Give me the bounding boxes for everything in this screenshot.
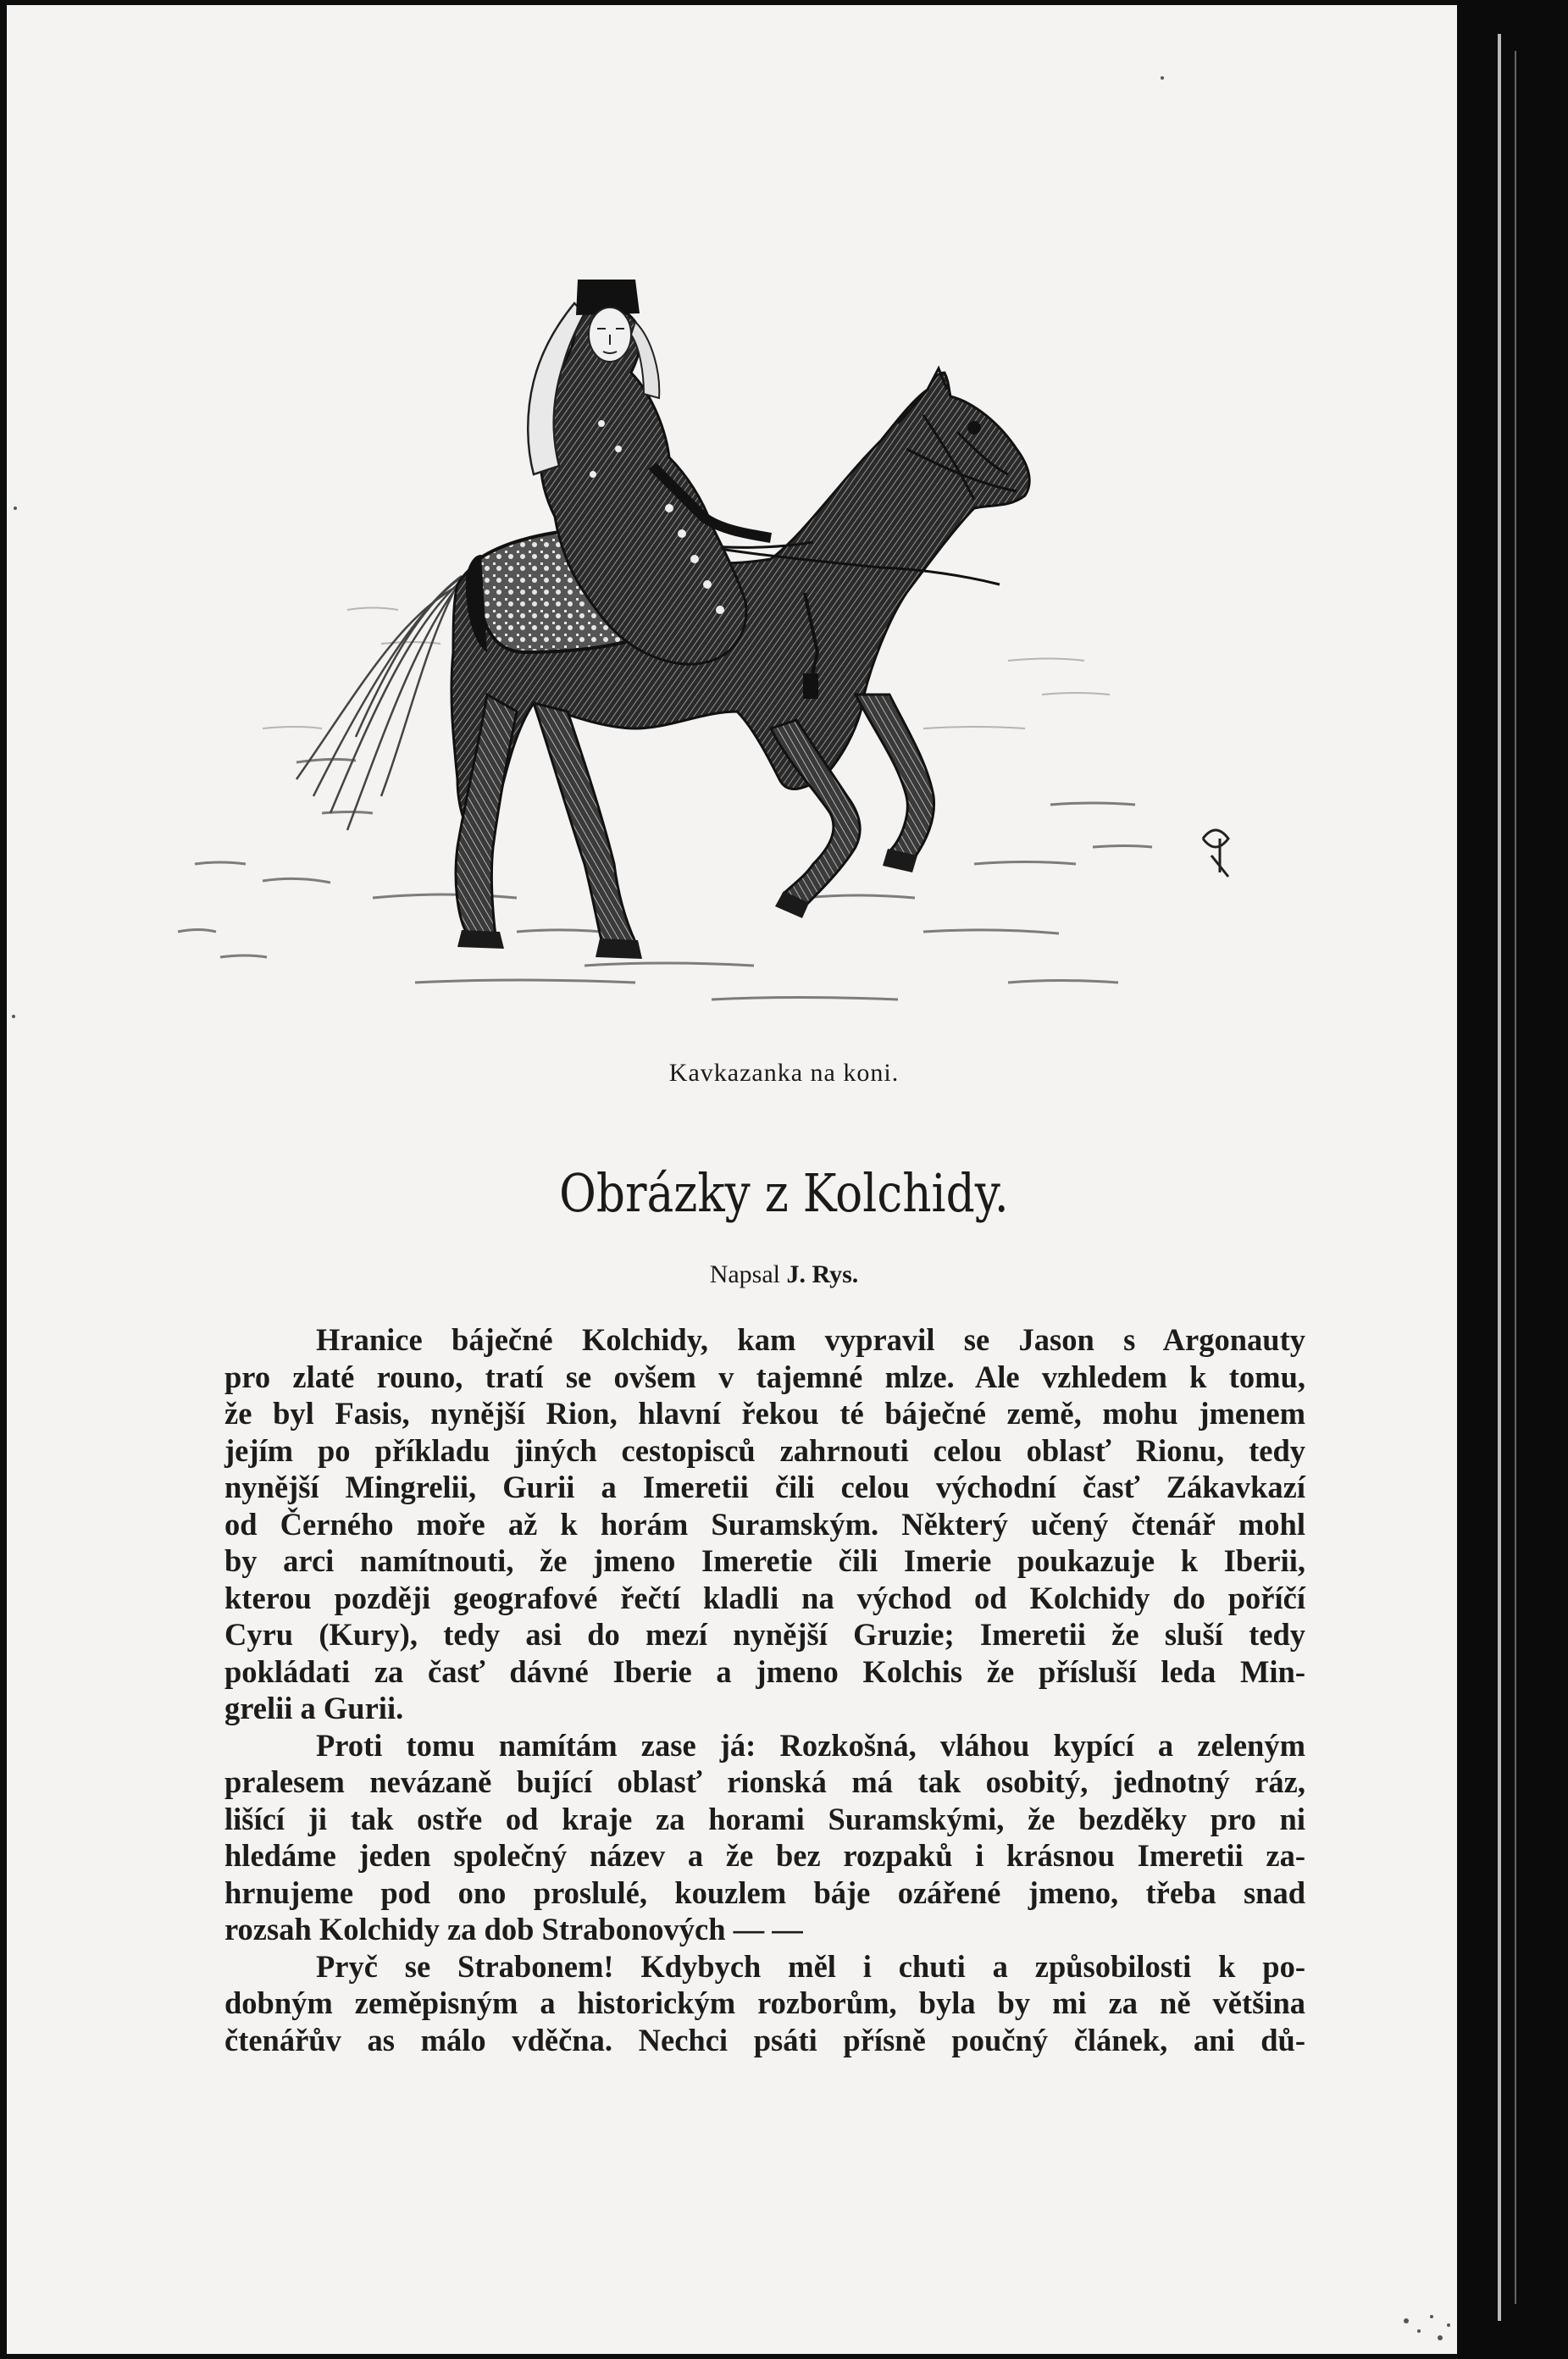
text-line: že byl Fasis, nynější Rion, hlavní řekou té báječné země, mohu jmenem (224, 1396, 1305, 1431)
text-line: by arci namítnouti, že jmeno Imeretie čili Imerie poukazuje k Iberii, (224, 1543, 1305, 1578)
text-line: Pryč se Strabonem! Kdybych měl i chuti a způsobilosti k po- (316, 1948, 1305, 1984)
illustration-caption: Kavkazanka na koni. (668, 1059, 900, 1087)
text-line: od Černého moře až k horám Suramským. Některý učený čtenář mohl (224, 1506, 1305, 1542)
text-line: dobným zeměpisným a historickým rozborům, byla by mi za ně většina (224, 1985, 1305, 2020)
text-line: Cyru (Kury), tedy asi do mezí nynější Gruzie; Imeretii že sluší tedy (224, 1617, 1305, 1652)
text-line: kterou později geografové řečtí kladli na východ od Kolchidy do poříčí (224, 1580, 1305, 1615)
article-title: Obrázky z Kolchidy. (559, 1162, 1009, 1224)
text-line: Proti tomu namítám zase já: Rozkošná, vláhou kypící a zeleným (316, 1727, 1305, 1763)
text-line: hledáme jeden společný název a že bez rozpaků i krásnou Imeretii za- (224, 1838, 1305, 1873)
text-line: Hranice báječné Kolchidy, kam vypravil se Jason s Argonauty (316, 1322, 1305, 1357)
byline-author: J. Rys. (786, 1260, 859, 1288)
text-line: pokládati za časť dávné Iberie a jmeno Kolchis že přísluší leda Min- (224, 1653, 1305, 1689)
text-line: čtenářův as málo vděčna. Nechci psáti přísně poučný článek, ani dů- (224, 2022, 1305, 2057)
text-line: nynější Mingrelii, Gurii a Imeretii čili celou východní časť Zákavkazí (224, 1470, 1305, 1504)
text-line: pralesem nevázaně bující oblasť rionská má tak osobitý, jednotný ráz, (224, 1764, 1305, 1799)
text-line: hrnujeme pod ono proslulé, kouzlem báje ozářené jmeno, třeba snad (224, 1874, 1305, 1910)
text-line: lišící ji tak ostře od kraje za horami Suramskými, že bezděky pro ni (224, 1801, 1305, 1836)
text-line: rozsah Kolchidy za dob Strabonových — — (224, 1912, 803, 1946)
text-line: grelii a Gurii. (224, 1691, 404, 1725)
text-line: jejím po příkladu jiných cestopisců zahrnouti celou oblasť Rionu, tedy (224, 1432, 1305, 1468)
byline-prefix: Napsal (709, 1260, 780, 1288)
text-line: pro zlaté rouno, tratí se ovšem v tajemné mlze. Ale vzhledem k tomu, (224, 1359, 1305, 1394)
